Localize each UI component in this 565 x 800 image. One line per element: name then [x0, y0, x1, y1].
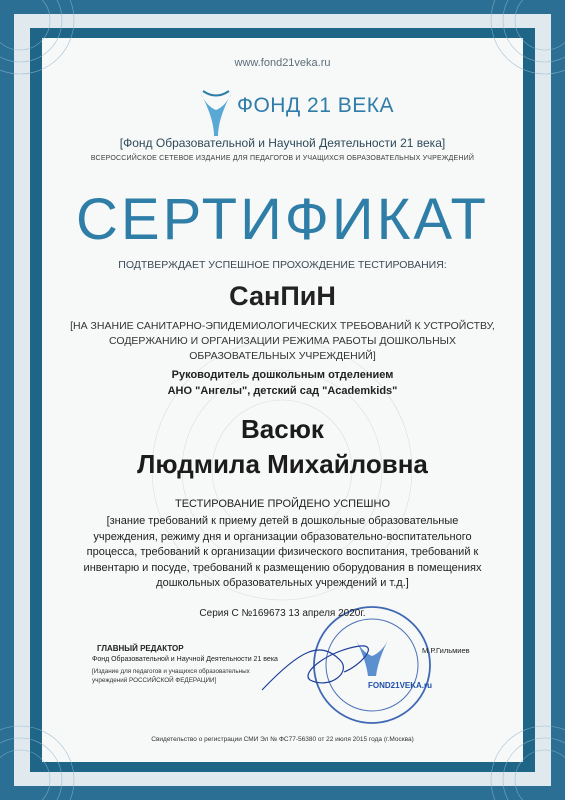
signer-name: М.Р.Гильмиев [422, 646, 470, 655]
recipient-position [0, 367, 565, 399]
result-details [0, 514, 565, 592]
editor-organization: Фонд Образовательной и Научной Деятельности 21 века [92, 656, 278, 663]
editor-label: ГЛАВНЫЙ РЕДАКТОР [97, 644, 184, 653]
registration-footer: Свидетельство о регистрации СМИ Эл № ФС77-56380 от 22 июля 2015 года (г.Москва) [151, 736, 414, 743]
position-line: АНО "Ангелы", детский сад "Academkids" [167, 385, 398, 397]
editor-reg-line: учреждений РОССИЙСКОЙ ФЕДЕРАЦИИ] [92, 677, 217, 684]
details-line: [знание требований к приему детей в дошкольные образовательные [106, 515, 459, 527]
details-line: инвентарю и посуде, требований к размещению оборудования в помещениях [83, 561, 482, 574]
recipient-surname: Васюк [241, 414, 324, 444]
stamp-icon [314, 607, 433, 723]
result-text: ТЕСТИРОВАНИЕ ПРОЙДЕНО УСПЕШНО [174, 498, 391, 510]
description-line: СОДЕРЖАНИЮ И ОРГАНИЗАЦИИ РЕЖИМА РАБОТЫ ДОШКОЛЬНЫХ [109, 335, 456, 347]
fond21-logo-icon [200, 91, 232, 136]
position-line: Руководитель дошкольным отделением [171, 369, 394, 381]
stamp-text: FOND21VEKA.ru [368, 681, 433, 690]
certificate-title: СЕРТИФИКАТ [76, 187, 489, 252]
confirm-text: ПОДТВЕРЖДАЕТ УСПЕШНОЕ ПРОХОЖДЕНИЕ ТЕСТИРОВАНИЯ: [118, 259, 447, 271]
brand-name: ФОНД 21 ВЕКА [237, 94, 394, 117]
fund-name: [Фонд Образовательной и Научной Деятельности 21 века] [119, 136, 446, 150]
description-line: ОБРАЗОВАТЕЛЬНЫХ УЧРЕЖДЕНИЙ] [189, 350, 376, 362]
edition-subtitle: ВСЕРОССИЙСКОЕ СЕТЕВОЕ ИЗДАНИЕ ДЛЯ ПЕДАГОГОВ И УЧАЩИХСЯ ОБРАЗОВАТЕЛЬНЫХ УЧРЕЖДЕНИЙ [90, 155, 475, 162]
series-number: Серия С №169673 13 апреля 2020г. [199, 608, 366, 619]
test-subject: СанПиН [229, 281, 336, 311]
subject-description [0, 319, 565, 364]
website-url: www.fond21veka.ru [234, 57, 331, 69]
details-line: процесса, требований к организации физического воспитания, требований к [86, 546, 479, 558]
editor-registration [92, 667, 262, 685]
details-line: учреждения, режиму дня и организации образовательно-воспитательного [93, 530, 472, 543]
description-line: [НА ЗНАНИЕ САНИТАРНО-ЭПИДЕМИОЛОГИЧЕСКИХ ТРЕБОВАНИЙ К УСТРОЙСТВУ, [70, 320, 495, 332]
recipient-given-names: Людмила Михайловна [137, 449, 428, 479]
editor-reg-line: [Издание для педагогов и учащихся образовательных [92, 668, 250, 675]
details-line: дошкольных образовательных учреждений и т.д.] [156, 577, 409, 589]
